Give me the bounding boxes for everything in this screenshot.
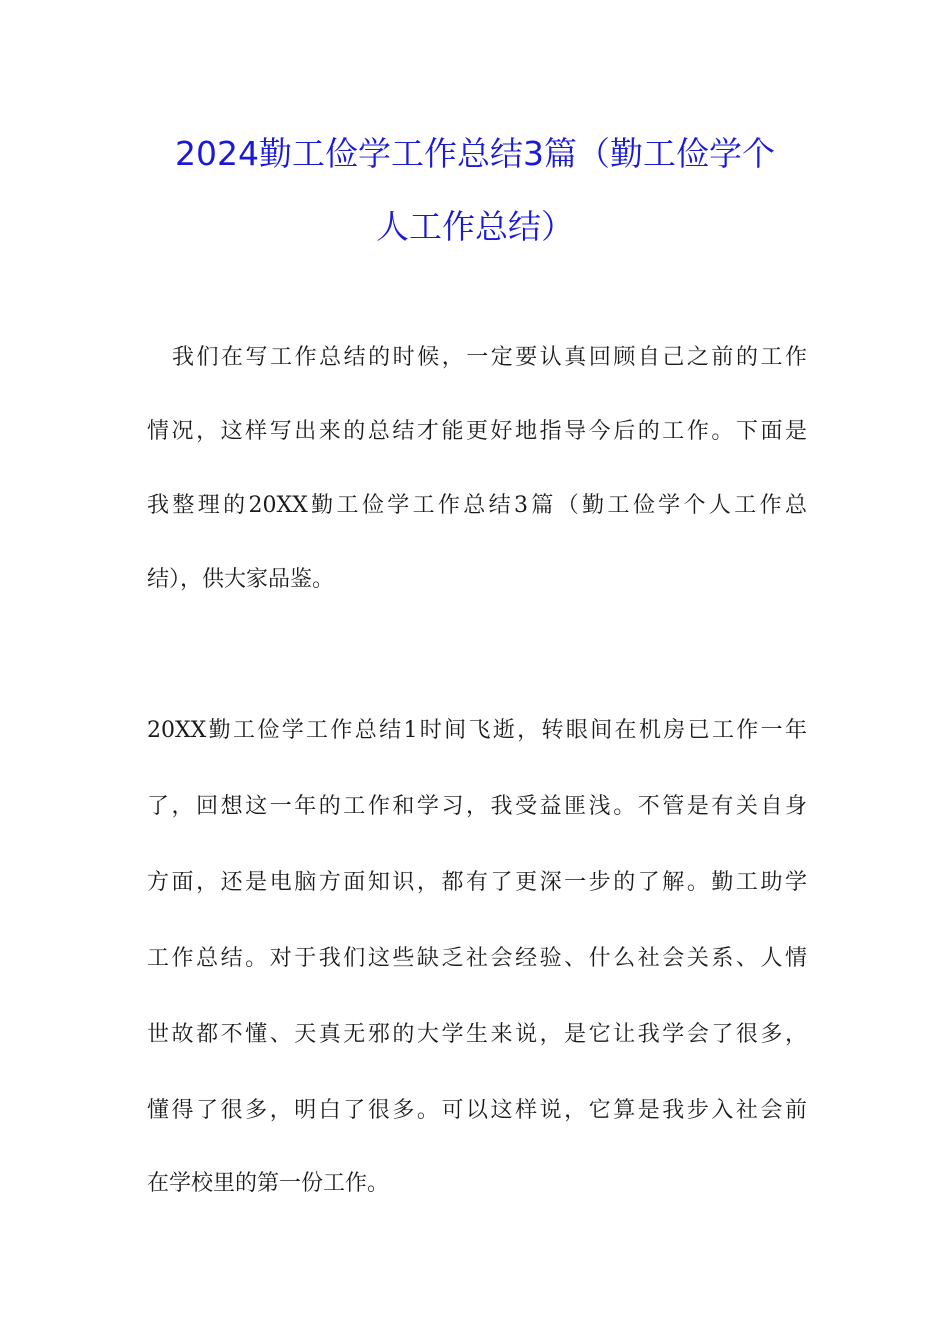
body-line: 世故都不懂、天真无邪的大学生来说，是它让我学会了很多，: [147, 1022, 807, 1047]
document-title-line-1: 2024勤工俭学工作总结3篇（勤工俭学个: [175, 134, 775, 173]
intro-line: 结），供大家品鉴。: [147, 567, 335, 592]
body-line: 在学校里的第一份工作。: [147, 1171, 390, 1196]
body-line: 20XX勤工俭学工作总结1时间飞逝，转眼间在机房已工作一年: [147, 718, 807, 743]
intro-line: 我们在写工作总结的时候，一定要认真回顾自己之前的工作: [172, 345, 807, 370]
body-line: 工作总结。对于我们这些缺乏社会经验、什么社会关系、人情: [147, 946, 807, 971]
intro-line: 我整理的20XX勤工俭学工作总结3篇（勤工俭学个人工作总: [147, 493, 807, 518]
body-line: 了，回想这一年的工作和学习，我受益匪浅。不管是有关自身: [147, 794, 807, 819]
body-line: 懂得了很多，明白了很多。可以这样说，它算是我步入社会前: [147, 1098, 807, 1123]
intro-line: 情况，这样写出来的总结才能更好地指导今后的工作。下面是: [147, 419, 807, 444]
body-line: 方面，还是电脑方面知识，都有了更深一步的了解。勤工助学: [147, 870, 807, 895]
document-title-line-2: 人工作总结）: [376, 207, 574, 246]
